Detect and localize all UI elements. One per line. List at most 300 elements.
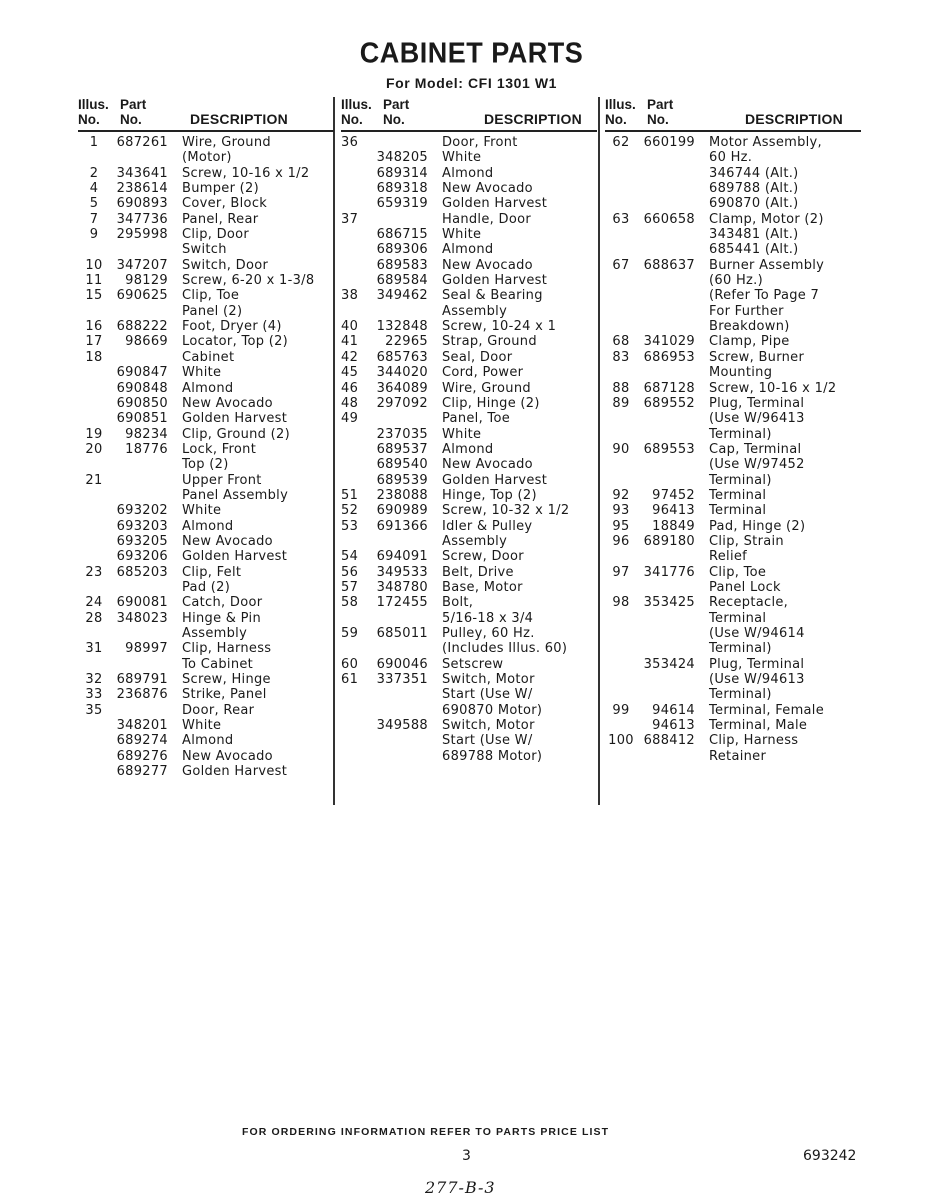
part-description: (Use W/97452	[709, 457, 805, 473]
part-number: 690848	[116, 380, 168, 396]
part-number	[363, 611, 428, 626]
table-row	[78, 611, 340, 626]
part-description: 690870 Motor)	[442, 702, 543, 718]
illus-number: 17	[85, 334, 103, 350]
part-number: 690850	[116, 395, 168, 411]
table-row	[605, 703, 867, 718]
table-row	[605, 334, 867, 349]
part-description: Pad, Hinge (2)	[709, 518, 806, 534]
part-number: 343641	[116, 165, 168, 181]
part-description: Almond	[442, 165, 494, 181]
illus-number: 93	[612, 503, 630, 519]
part-number	[637, 304, 695, 319]
table-row	[78, 718, 340, 733]
part-description: Hinge & Pin	[182, 610, 261, 626]
part-description: (Use W/94614	[709, 626, 805, 641]
table-row	[341, 749, 603, 764]
part-description: Cover, Block	[182, 196, 268, 212]
part-number: 22965	[385, 334, 428, 350]
table-row	[341, 626, 603, 641]
illus-number: 7	[89, 211, 99, 227]
part-number: 349588	[376, 718, 428, 734]
part-description: Golden Harvest	[442, 273, 548, 289]
illus-number: 37	[341, 211, 359, 227]
illus-number: 11	[85, 273, 103, 289]
part-number: 688412	[643, 733, 695, 749]
illus-number: 98	[612, 595, 630, 611]
part-description: Handle, Door	[442, 211, 531, 227]
table-row	[341, 196, 603, 211]
part-description: Seal & Bearing	[442, 288, 543, 304]
description-header: DESCRIPTION	[484, 111, 582, 127]
part-number	[363, 641, 428, 656]
table-row	[341, 227, 603, 242]
table-row	[605, 519, 867, 534]
illus-number	[78, 580, 110, 595]
table-row	[78, 473, 340, 488]
part-number: 98234	[125, 426, 168, 442]
part-number	[637, 457, 695, 472]
part-description: 685441 (Alt.)	[709, 242, 799, 258]
part-number	[110, 580, 168, 595]
table-row	[341, 549, 603, 564]
part-description: Cord, Power	[442, 365, 524, 381]
page-title: CABINET PARTS	[359, 37, 584, 69]
part-number: 690046	[376, 656, 428, 672]
part-number	[637, 242, 695, 257]
illus-number	[605, 641, 637, 656]
illus-number	[78, 549, 110, 564]
part-description: Start (Use W/	[442, 687, 533, 703]
part-number: 337351	[376, 672, 428, 688]
illus-number	[341, 304, 363, 319]
part-description: Panel, Toe	[442, 411, 511, 427]
part-description: New Avocado	[182, 395, 273, 411]
illus-number: 99	[612, 702, 630, 718]
part-number: 18776	[125, 441, 168, 457]
part-number: 347207	[116, 257, 168, 273]
part-number: 98129	[125, 273, 168, 289]
part-description: Golden Harvest	[442, 196, 548, 212]
part-description: Terminal)	[709, 472, 772, 488]
illus-number: 58	[341, 595, 359, 611]
illus-number	[605, 718, 637, 733]
table-row	[605, 411, 867, 426]
part-description: Mounting	[709, 365, 773, 381]
part-number: 688222	[116, 319, 168, 335]
part-description: Terminal	[709, 610, 767, 626]
part-number	[637, 166, 695, 181]
table-row	[78, 534, 340, 549]
part-description: New Avocado	[442, 181, 533, 197]
table-row	[605, 503, 867, 518]
part-description: Switch	[182, 242, 227, 258]
table-row	[341, 258, 603, 273]
table-row	[78, 733, 340, 748]
illus-number: 10	[85, 257, 103, 273]
table-row	[78, 595, 340, 610]
illus-number	[341, 534, 363, 549]
part-description: (Motor)	[182, 150, 232, 166]
part-number	[363, 212, 428, 227]
illus-number	[605, 365, 637, 380]
part-number: 297092	[376, 395, 428, 411]
part-description: Base, Motor	[442, 579, 523, 595]
table-row	[78, 319, 340, 334]
illus-number	[605, 657, 637, 672]
table-row	[605, 749, 867, 764]
part-number: 353424	[643, 656, 695, 672]
table-row	[78, 135, 340, 150]
illus-number: 53	[341, 518, 359, 534]
part-number	[637, 749, 695, 764]
table-row	[605, 549, 867, 564]
part-description: Screw, Hinge	[182, 672, 271, 688]
part-description: Pulley, 60 Hz.	[442, 626, 535, 641]
illus-number: 48	[341, 395, 359, 411]
illus-number: 97	[612, 564, 630, 580]
part-number: 348201	[116, 718, 168, 734]
part-number: 132848	[376, 319, 428, 335]
table-row	[78, 641, 340, 656]
table-row	[78, 150, 340, 165]
part-description: 689788 (Alt.)	[709, 181, 799, 197]
table-row	[78, 519, 340, 534]
part-number: 660658	[643, 211, 695, 227]
illus-number: 23	[85, 564, 103, 580]
part-number: 689306	[376, 242, 428, 258]
table-row	[341, 135, 603, 150]
part-number: 348205	[376, 150, 428, 166]
illus-number: 15	[85, 288, 103, 304]
illus-number	[78, 381, 110, 396]
part-description: Upper Front	[182, 472, 262, 488]
part-number	[110, 242, 168, 257]
illus-number	[341, 749, 363, 764]
table-row	[78, 273, 340, 288]
part-number	[110, 304, 168, 319]
illus-number	[605, 288, 637, 303]
part-description: Wire, Ground	[442, 380, 531, 396]
illus-number: 33	[85, 687, 103, 703]
part-description: Seal, Door	[442, 349, 513, 365]
table-row	[605, 258, 867, 273]
illus-number: 54	[341, 549, 359, 565]
illus-number	[78, 749, 110, 764]
illus-number: 51	[341, 487, 359, 503]
part-number: 94613	[652, 718, 695, 734]
part-description: Foot, Dryer (4)	[182, 319, 282, 335]
part-description: Panel, Rear	[182, 211, 259, 227]
table-row	[78, 672, 340, 687]
part-description: White	[442, 150, 482, 166]
part-number: 689180	[643, 533, 695, 549]
part-number: 690989	[376, 503, 428, 519]
part-number	[363, 703, 428, 718]
table-row	[341, 718, 603, 733]
illus-number	[605, 273, 637, 288]
table-row	[341, 273, 603, 288]
part-description: To Cabinet	[182, 656, 254, 672]
part-description: White	[182, 503, 222, 519]
header-rule	[341, 130, 597, 132]
table-row	[341, 319, 603, 334]
illus-number	[605, 150, 637, 165]
part-number: 687128	[643, 380, 695, 396]
illus-number: 100	[608, 733, 634, 749]
part-number: 690081	[116, 595, 168, 611]
part-description: Assembly	[442, 533, 508, 549]
part-no-header: Part No.	[120, 97, 147, 127]
table-row	[78, 687, 340, 702]
illus-number	[78, 488, 110, 503]
part-number: 660199	[643, 135, 695, 150]
table-row	[605, 641, 867, 656]
illus-number	[341, 703, 363, 718]
part-description: Clip, Strain	[709, 533, 784, 549]
part-number: 691366	[376, 518, 428, 534]
illus-number: 60	[341, 656, 359, 672]
table-row	[341, 442, 603, 457]
table-row	[78, 657, 340, 672]
part-number: 693202	[116, 503, 168, 519]
table-row	[341, 595, 603, 610]
part-number: 690625	[116, 288, 168, 304]
illus-number	[605, 319, 637, 334]
table-row	[605, 319, 867, 334]
part-description: Panel (2)	[182, 303, 243, 319]
part-number: 693203	[116, 518, 168, 534]
part-number	[363, 687, 428, 702]
part-description: (Refer To Page 7	[709, 288, 820, 304]
illus-number: 31	[85, 641, 103, 657]
part-number	[363, 749, 428, 764]
illus-number: 5	[89, 196, 99, 212]
illus-number	[341, 718, 363, 733]
part-description: Door, Front	[442, 135, 518, 150]
part-description: 689788 Motor)	[442, 748, 543, 764]
illus-number: 45	[341, 365, 359, 381]
table-row	[605, 166, 867, 181]
illus-number: 61	[341, 672, 359, 688]
part-description: Setscrew	[442, 656, 504, 672]
part-number	[637, 672, 695, 687]
table-row	[605, 442, 867, 457]
table-row	[605, 718, 867, 733]
part-number	[637, 273, 695, 288]
table-row	[341, 288, 603, 303]
illus-number: 36	[341, 135, 359, 150]
table-row	[341, 611, 603, 626]
part-description: White	[182, 365, 222, 381]
part-description: Retainer	[709, 748, 767, 764]
part-number	[637, 427, 695, 442]
illus-number	[605, 473, 637, 488]
table-row	[78, 227, 340, 242]
table-row	[78, 181, 340, 196]
part-description: Clamp, Pipe	[709, 334, 790, 350]
table-row	[605, 350, 867, 365]
illus-no-header: Illus. No.	[78, 97, 109, 127]
part-number	[637, 626, 695, 641]
illus-number: 62	[612, 135, 630, 150]
table-row	[605, 473, 867, 488]
table-row	[341, 519, 603, 534]
illus-no-header: Illus. No.	[341, 97, 372, 127]
part-number	[637, 181, 695, 196]
illus-number: 38	[341, 288, 359, 304]
illus-number	[605, 580, 637, 595]
part-number	[637, 687, 695, 702]
part-description: 343481 (Alt.)	[709, 227, 799, 243]
part-number	[110, 473, 168, 488]
part-number	[637, 196, 695, 211]
illus-number: 67	[612, 257, 630, 273]
illus-number	[341, 181, 363, 196]
part-description: Bumper (2)	[182, 181, 259, 197]
part-number: 689314	[376, 165, 428, 181]
part-number	[110, 457, 168, 472]
part-number: 685203	[116, 564, 168, 580]
part-number: 348780	[376, 579, 428, 595]
table-row	[605, 212, 867, 227]
table-row	[341, 304, 603, 319]
illus-number	[78, 733, 110, 748]
part-description: Locator, Top (2)	[182, 334, 289, 350]
part-number: 238088	[376, 487, 428, 503]
illus-number: 42	[341, 349, 359, 365]
part-number: 96413	[652, 503, 695, 519]
part-description: New Avocado	[182, 533, 273, 549]
illus-number	[605, 549, 637, 564]
part-description: Plug, Terminal	[709, 395, 805, 411]
part-description: Terminal)	[709, 687, 772, 703]
part-description: For Further	[709, 303, 784, 319]
illus-no-header: Illus. No.	[605, 97, 636, 127]
part-number: 690851	[116, 411, 168, 427]
table-row	[78, 212, 340, 227]
parts-column-3	[605, 95, 867, 764]
illus-number: 88	[612, 380, 630, 396]
illus-number	[78, 718, 110, 733]
part-description: White	[182, 718, 222, 734]
illus-number: 46	[341, 380, 359, 396]
document-number: 693242	[803, 1148, 857, 1164]
part-description: 60 Hz.	[709, 150, 753, 166]
part-number: 689583	[376, 257, 428, 273]
table-row	[605, 565, 867, 580]
table-row	[78, 457, 340, 472]
part-number	[363, 534, 428, 549]
table-row	[78, 258, 340, 273]
part-number	[110, 350, 168, 365]
illus-number	[605, 457, 637, 472]
illus-number: 40	[341, 319, 359, 335]
part-description: Hinge, Top (2)	[442, 487, 537, 503]
illus-number	[341, 150, 363, 165]
illus-number: 90	[612, 441, 630, 457]
column-header	[341, 95, 603, 131]
table-row	[341, 427, 603, 442]
table-row	[605, 288, 867, 303]
part-number: 694091	[376, 549, 428, 565]
part-number	[110, 488, 168, 503]
part-number: 341029	[643, 334, 695, 350]
illus-number: 83	[612, 349, 630, 365]
part-description: (Use W/94613	[709, 672, 805, 688]
part-number: 237035	[376, 426, 428, 442]
column-header	[605, 95, 867, 131]
table-row	[341, 181, 603, 196]
illus-number	[605, 166, 637, 181]
part-description: Screw, 10-16 x 1/2	[709, 380, 837, 396]
part-description: Screw, 10-16 x 1/2	[182, 165, 310, 181]
part-description: Cap, Terminal	[709, 441, 802, 457]
table-row	[78, 166, 340, 181]
table-row	[341, 488, 603, 503]
part-number	[637, 288, 695, 303]
part-number: 685763	[376, 349, 428, 365]
illus-number	[78, 519, 110, 534]
part-number: 172455	[376, 595, 428, 611]
part-number: 347736	[116, 211, 168, 227]
part-description: Screw, Door	[442, 549, 524, 565]
part-number	[637, 411, 695, 426]
part-number	[110, 703, 168, 718]
part-description: Terminal)	[709, 641, 772, 657]
illus-number	[605, 242, 637, 257]
table-row	[341, 396, 603, 411]
table-row	[341, 534, 603, 549]
ordering-note: FOR ORDERING INFORMATION REFER TO PARTS PRICE LIST	[242, 1126, 610, 1138]
part-number: 236876	[116, 687, 168, 703]
illus-number	[341, 258, 363, 273]
table-row	[605, 687, 867, 702]
part-description: Terminal, Male	[709, 718, 808, 734]
part-number: 353425	[643, 595, 695, 611]
part-description: Clip, Harness	[709, 733, 799, 749]
table-row	[605, 242, 867, 257]
part-number	[637, 611, 695, 626]
part-description: Lock, Front	[182, 441, 257, 457]
illus-number: 2	[89, 165, 99, 181]
illus-number: 9	[89, 227, 99, 243]
table-row	[341, 242, 603, 257]
part-number	[637, 549, 695, 564]
illus-number: 57	[341, 579, 359, 595]
part-number: 349533	[376, 564, 428, 580]
part-description: New Avocado	[442, 257, 533, 273]
part-number: 693205	[116, 533, 168, 549]
description-header: DESCRIPTION	[745, 111, 843, 127]
part-description: Idler & Pulley	[442, 518, 533, 534]
part-description: Screw, 10-32 x 1/2	[442, 503, 570, 519]
part-number: 341776	[643, 564, 695, 580]
part-description: Switch, Motor	[442, 718, 535, 734]
illus-number: 18	[85, 349, 103, 365]
part-description: Almond	[182, 733, 234, 749]
part-description: Catch, Door	[182, 595, 263, 611]
table-row	[78, 764, 340, 779]
table-row	[341, 350, 603, 365]
table-row	[341, 334, 603, 349]
part-number: 690847	[116, 365, 168, 381]
illus-number	[341, 442, 363, 457]
part-description: 346744 (Alt.)	[709, 165, 799, 181]
table-row	[78, 565, 340, 580]
part-number: 687261	[116, 135, 168, 150]
table-row	[78, 488, 340, 503]
